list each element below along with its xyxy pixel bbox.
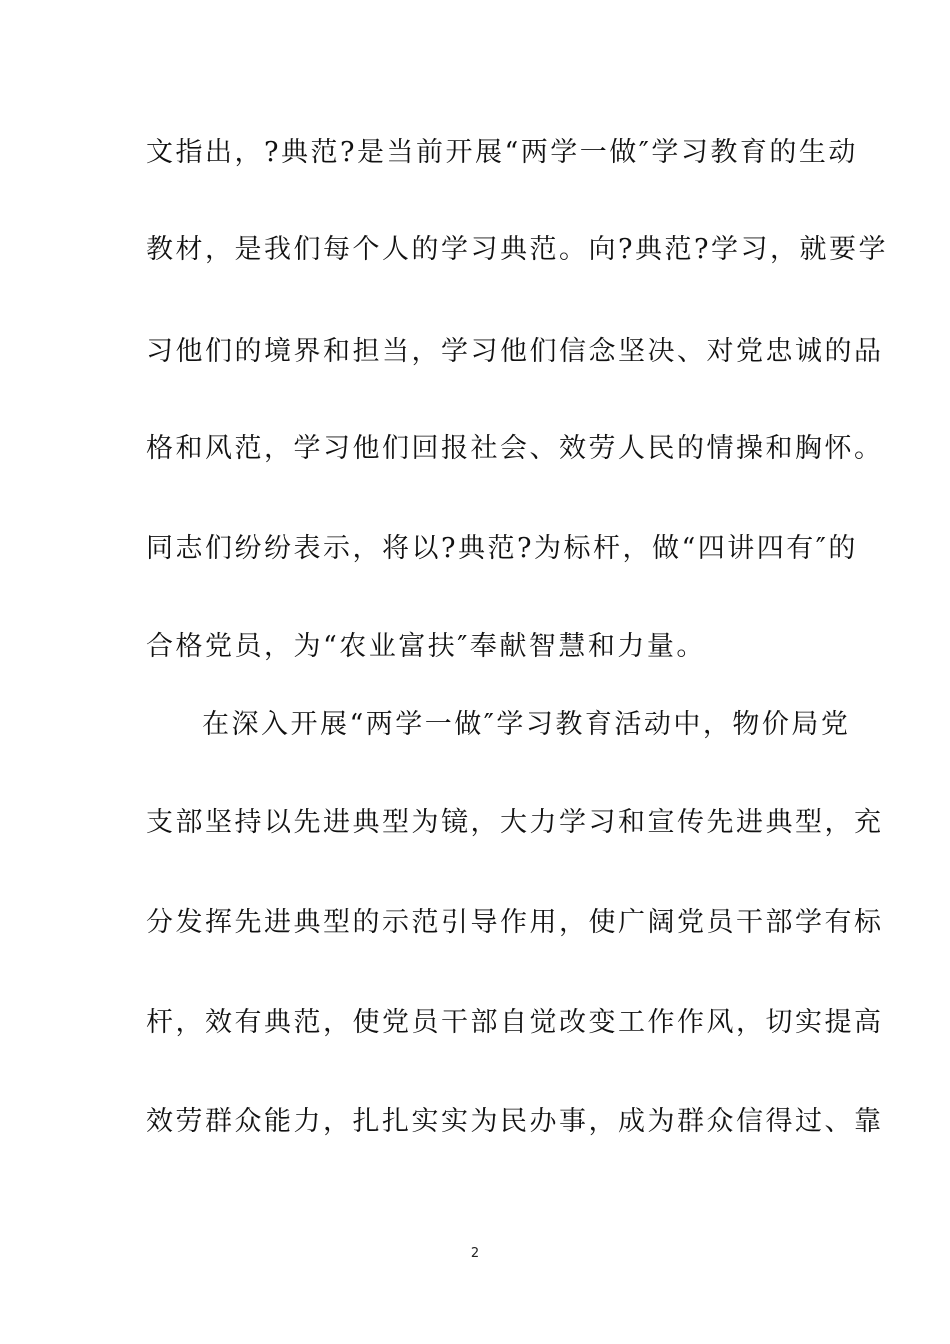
text-line-1: 文指出，?典范?是当前开展“两学一做″学习教育的生动: [146, 137, 858, 168]
text-line-9: 分发挥先进典型的示范引导作用，使广阔党员干部学有标: [146, 907, 884, 938]
text-line-8: 支部坚持以先进典型为镜，大力学习和宣传先进典型，充: [146, 807, 884, 838]
text-line-5: 同志们纷纷表示，将以?典范?为标杆，做“四讲四有″的: [146, 533, 858, 564]
text-line-11: 效劳群众能力，扎扎实实为民办事，成为群众信得过、靠: [146, 1106, 884, 1137]
text-line-4: 格和风范，学习他们回报社会、效劳人民的情操和胸怀。: [146, 433, 884, 464]
text-line-10: 杆，效有典范，使党员干部自觉改变工作作风，切实提高: [146, 1007, 884, 1038]
text-line-2: 教材，是我们每个人的学习典范。向?典范?学习，就要学: [146, 234, 888, 265]
text-line-7-paragraph-start: 在深入开展“两学一做″学习教育活动中，物价局党: [202, 709, 851, 740]
text-line-3: 习他们的境界和担当，学习他们信念坚决、对党忠诚的品: [146, 336, 884, 367]
page-number: 2: [470, 1246, 480, 1261]
text-line-6: 合格党员，为“农业富扶″奉献智慧和力量。: [146, 631, 706, 662]
